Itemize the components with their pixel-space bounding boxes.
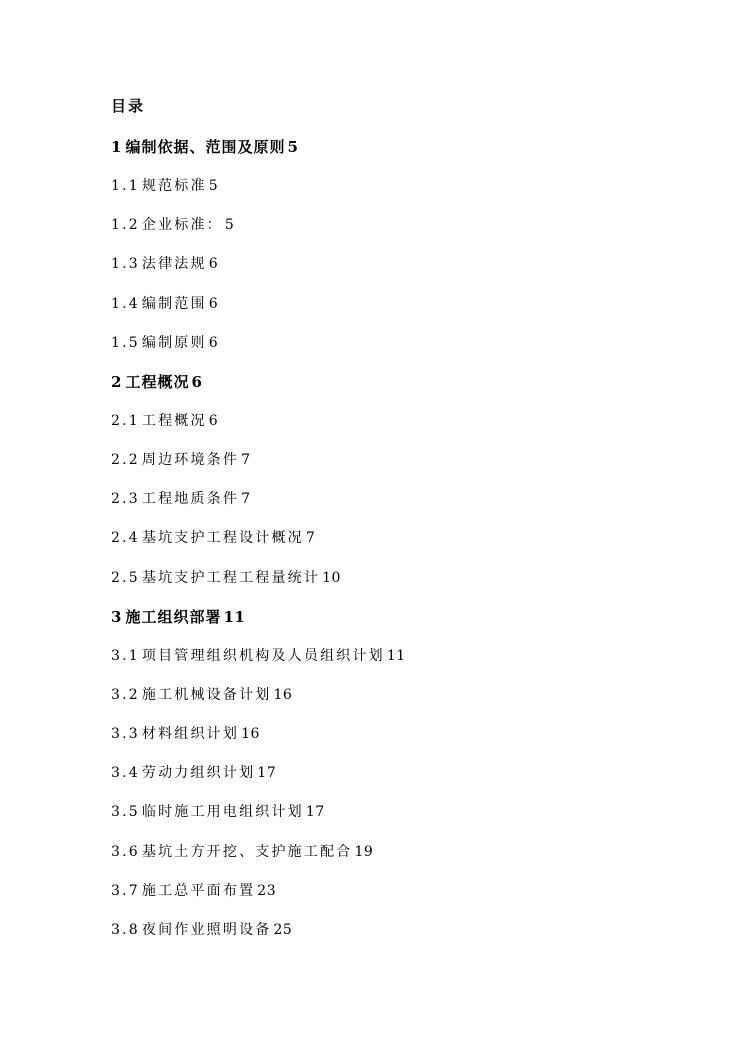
toc-entry-title: 工程地质条件: [141, 491, 240, 508]
toc-entry-title: 劳动力组织计划: [141, 765, 256, 782]
toc-entry-title: 编制范围: [141, 295, 207, 312]
toc-entry-number: 2.4: [111, 530, 140, 547]
toc-entry-title: 施工总平面布置: [141, 882, 256, 899]
toc-entry-title: 工程概况: [141, 412, 207, 429]
toc-chapter-entry[interactable]: [111, 607, 406, 646]
toc-entry-number: 3.3: [111, 726, 140, 743]
toc-entry-title: 编制原则: [141, 334, 207, 351]
toc-chapter-entry[interactable]: [111, 137, 406, 176]
toc-entry-number: 2: [111, 372, 123, 391]
toc-entry-title: 夜间作业照明设备: [141, 921, 272, 938]
toc-entry-page-number: 7: [305, 530, 316, 547]
toc-section-entry[interactable]: [111, 450, 406, 489]
toc-list: [111, 137, 406, 959]
toc-entry-page-number: 17: [257, 765, 277, 782]
toc-section-entry[interactable]: [111, 176, 406, 215]
toc-entry-number: 3.5: [111, 804, 140, 821]
toc-section-entry[interactable]: [111, 763, 406, 802]
toc-entry-number: 2.1: [111, 412, 140, 429]
toc-entry-page-number: 7: [241, 491, 251, 508]
toc-entry-title: 施工机械设备计划: [141, 686, 272, 703]
toc-entry-number: 1: [111, 138, 123, 156]
toc-entry-number: 3.6: [111, 843, 140, 860]
toc-entry-number: 2.5: [111, 569, 140, 586]
toc-entry-title: 基坑土方开挖、支护施工配合: [141, 843, 353, 860]
toc-entry-number: 3.7: [111, 882, 140, 899]
toc-section-entry[interactable]: [111, 724, 406, 763]
toc-section-entry[interactable]: [111, 568, 406, 607]
toc-entry-number: 3.4: [111, 765, 140, 782]
toc-entry-number: 2.2: [111, 452, 140, 469]
toc-entry-number: 1.3: [111, 256, 140, 273]
toc-entry-number: 1.2: [111, 217, 140, 234]
toc-entry-page-number: 7: [241, 452, 251, 469]
toc-entry-title: 编制依据、范围及原则: [125, 138, 286, 156]
toc-section-entry[interactable]: [111, 489, 406, 528]
toc-entry-number: 3.1: [111, 647, 140, 664]
toc-entry-number: 3: [111, 607, 123, 626]
toc-entry-number: 1.4: [111, 295, 140, 312]
toc-entry-page-number: 16: [241, 726, 260, 743]
toc-entry-title: 基坑支护工程工程量统计: [141, 569, 321, 586]
toc-entry-page-number: 6: [191, 372, 203, 391]
toc-section-entry[interactable]: [111, 646, 406, 685]
toc-entry-page-number: 5: [224, 217, 235, 234]
toc-entry-title: 材料组织计划: [141, 726, 240, 743]
toc-entry-page-number: 17: [305, 804, 325, 821]
toc-section-entry[interactable]: [111, 685, 406, 724]
toc-section-entry[interactable]: [111, 802, 406, 841]
toc-entry-page-number: 11: [386, 647, 406, 664]
toc-entry-page-number: 19: [354, 843, 374, 860]
toc-entry-page-number: 5: [287, 138, 299, 156]
toc-entry-title: 法律法规: [141, 256, 207, 273]
toc-entry-title: 基坑支护工程设计概况: [141, 530, 304, 547]
toc-entry-page-number: 10: [322, 569, 341, 586]
toc-entry-title: 项目管理组织机构及人员组织计划: [141, 647, 385, 664]
toc-entry-title: 工程概况: [125, 372, 190, 391]
toc-heading: 目录: [111, 97, 146, 115]
toc-chapter-entry[interactable]: [111, 372, 406, 411]
toc-section-entry[interactable]: [111, 215, 406, 254]
toc-entry-page-number: 25: [273, 921, 293, 938]
toc-section-entry[interactable]: [111, 881, 406, 920]
toc-entry-page-number: 6: [208, 334, 219, 351]
toc-section-entry[interactable]: [111, 411, 406, 450]
toc-entry-number: 1.5: [111, 334, 140, 351]
toc-entry-number: 3.2: [111, 686, 140, 703]
toc-entry-page-number: 23: [257, 882, 277, 899]
toc-section-entry[interactable]: [111, 920, 406, 959]
toc-section-entry[interactable]: [111, 254, 406, 293]
toc-entry-page-number: 16: [273, 686, 293, 703]
toc-entry-page-number: 5: [208, 178, 219, 195]
toc-entry-title: 企业标准：: [141, 217, 223, 234]
toc-section-entry[interactable]: [111, 528, 406, 567]
toc-entry-page-number: 6: [208, 412, 219, 429]
toc-entry-title: 周边环境条件: [141, 452, 240, 469]
toc-entry-page-number: 6: [208, 295, 219, 312]
toc-section-entry[interactable]: [111, 842, 406, 881]
toc-entry-number: 2.3: [111, 491, 140, 508]
toc-entry-title: 临时施工用电组织计划: [141, 804, 304, 821]
toc-entry-title: 规范标准: [141, 178, 207, 195]
toc-section-entry[interactable]: [111, 294, 406, 333]
toc-entry-title: 施工组织部署: [125, 607, 222, 626]
toc-entry-number: 1.1: [111, 178, 140, 195]
toc-entry-number: 3.8: [111, 921, 140, 938]
toc-entry-page-number: 11: [223, 607, 246, 626]
toc-section-entry[interactable]: [111, 333, 406, 372]
toc-entry-page-number: 6: [208, 256, 219, 273]
